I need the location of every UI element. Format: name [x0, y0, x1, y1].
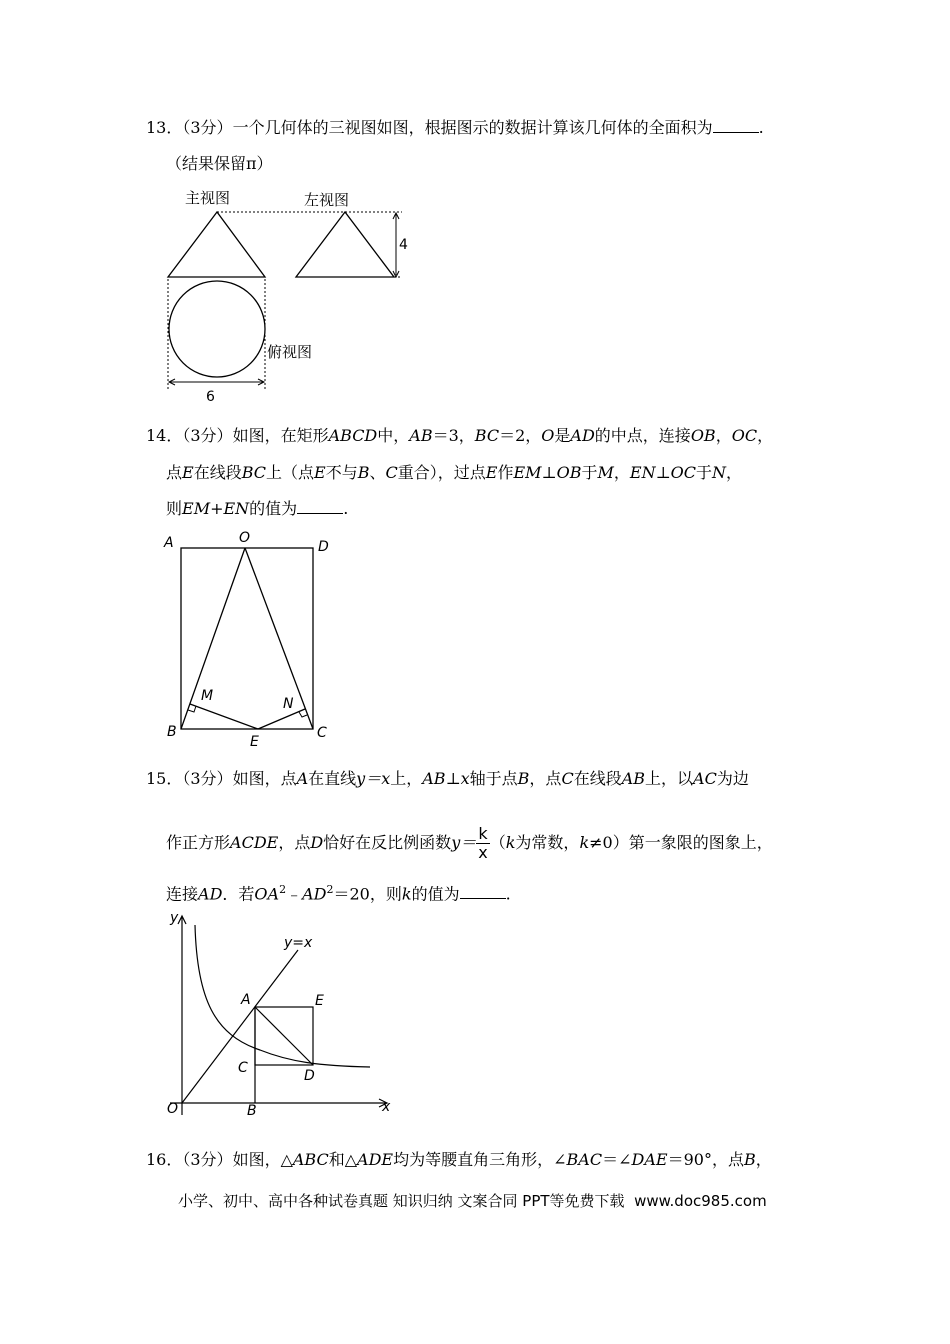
q14-text: ，: [613, 463, 630, 482]
q15-var: AD: [198, 884, 223, 904]
footer-url[interactable]: www.doc985.com: [634, 1192, 767, 1210]
q16-var: BAC: [566, 1150, 603, 1169]
q14-text: ，: [715, 426, 732, 445]
q14-text: 中，: [377, 426, 410, 445]
q15-text: 为边: [716, 769, 749, 788]
q14-var: OC: [670, 463, 696, 482]
q14-text: 、: [369, 463, 386, 482]
q15-label-a: A: [241, 992, 251, 1008]
q14-var: O: [541, 426, 555, 445]
q15-text: ，点: [278, 833, 311, 852]
q14-var: BC: [474, 426, 500, 445]
q14-text: 是: [554, 426, 571, 445]
q13-height-label: 4: [399, 237, 408, 253]
q14-var: AB: [409, 426, 433, 445]
q15-var: y＝: [451, 833, 477, 852]
q14-var: OB: [556, 463, 582, 482]
q14-var: E: [314, 463, 326, 482]
q15-superscript: 2: [326, 883, 334, 896]
q15-text: ⊥: [445, 769, 461, 788]
q14-text: 如图，在矩形: [232, 426, 329, 445]
q14-label-a: A: [164, 535, 174, 551]
q15-text: 在线段: [573, 769, 622, 788]
q15-text: 为常数，: [515, 833, 580, 852]
q15-text: 上，以: [645, 769, 694, 788]
q15-var: k: [505, 833, 516, 852]
q16-var: ABC: [292, 1150, 329, 1169]
q15-segment-ad: [255, 1007, 313, 1065]
q15-var: AB: [621, 769, 646, 788]
q15-var: C: [561, 769, 574, 788]
q15-text: ≠0）第一象限的图象上，: [589, 833, 773, 852]
q14-label-d: D: [318, 539, 329, 555]
q13-end: .: [758, 118, 764, 137]
q16-text: ＝90°，点: [667, 1150, 744, 1169]
q15-var: x: [460, 769, 470, 788]
q15-label-y: y: [170, 910, 179, 926]
q15-text: 的值为: [411, 884, 460, 904]
q14-text: ＝2，: [499, 426, 542, 445]
q14-text: ⊥: [541, 463, 557, 482]
q13-top-view-label: 俯视图: [267, 343, 313, 361]
q14-text: 的中点，连接: [594, 426, 691, 445]
q14-var: E: [182, 463, 194, 482]
q14-text: 在线段: [193, 463, 242, 482]
q16-var: B: [743, 1150, 756, 1169]
q15-text: 如图，点: [232, 769, 297, 788]
q14-text: ⊥: [655, 463, 671, 482]
q14-text: 则: [166, 499, 183, 518]
q15-label-b: B: [247, 1103, 257, 1119]
q15-superscript: 2: [279, 883, 287, 896]
q15-label-d: D: [304, 1068, 315, 1084]
q14-var: E: [485, 463, 498, 482]
q15-label-e: E: [315, 993, 324, 1009]
q14-text: 作: [497, 463, 514, 482]
q13-front-view-label: 主视图: [185, 189, 231, 207]
q15-text: 上，: [390, 769, 423, 788]
q15-text: 作正方形: [166, 833, 231, 852]
q15-label-o: O: [167, 1101, 179, 1117]
q13-width-label: 6: [206, 389, 215, 405]
q16-text: 均为等腰直角三角形，∠: [393, 1150, 567, 1169]
q15-number: 15．: [146, 769, 183, 788]
q14-var: AD: [570, 426, 595, 445]
q14-var: BC: [241, 463, 267, 482]
q14-score: （3分）: [182, 426, 233, 445]
q15-text: ＝20，则: [333, 884, 402, 904]
q16-text: ＝∠: [602, 1150, 632, 1169]
q15-var: AD: [302, 884, 327, 904]
q16-line1: [146, 1149, 772, 1171]
q15-var: B: [517, 769, 530, 788]
q15-var: k: [401, 884, 412, 904]
q14-label-b: B: [167, 724, 177, 740]
q13-text: 一个几何体的三视图如图，根据图示的数据计算该几何体的全面积为: [232, 118, 713, 137]
q15-fraction-numerator: k: [476, 825, 489, 844]
q14-var: B: [357, 463, 370, 482]
q15-var: AB: [422, 769, 446, 788]
q14-var: N: [712, 463, 726, 482]
q15-var: D: [310, 833, 324, 852]
q15-var: A: [296, 769, 309, 788]
q15-label-line: y=x: [284, 935, 313, 951]
q14-var: EM+EN: [182, 499, 250, 518]
footer-text: 小学、初中、高中各种试卷真题 知识归纳 文案合同 PPT等免费下载: [178, 1192, 625, 1210]
q15-text: 连接: [166, 884, 199, 904]
q14-var: M: [597, 463, 614, 482]
q16-text: 如图，△: [232, 1150, 293, 1169]
q15-var: k: [579, 833, 590, 852]
q16-var: DAE: [631, 1150, 668, 1169]
q15-end: .: [505, 884, 511, 904]
q14-text: 的值为: [249, 499, 298, 518]
q15-var: y＝x: [356, 769, 391, 788]
q14-label-n: N: [283, 696, 294, 712]
q14-text: 点: [166, 463, 183, 482]
q16-score: （3分）: [182, 1150, 233, 1169]
page-footer: [178, 1190, 767, 1211]
q14-text: ，: [726, 463, 743, 482]
q14-label-c: C: [317, 725, 327, 741]
q15-score: （3分）: [182, 769, 233, 788]
q15-text: 恰好在反比例函数: [323, 833, 452, 852]
q15-var: ACDE: [230, 833, 279, 852]
q14-text: ＝3，: [432, 426, 475, 445]
q15-label-x: x: [382, 1099, 391, 1115]
q14-number: 14．: [146, 426, 183, 445]
q13-number: 13．: [146, 118, 183, 137]
q16-var: ADE: [357, 1150, 394, 1169]
q16-number: 16．: [146, 1150, 183, 1169]
q15-text: 在直线: [308, 769, 357, 788]
q15-text: 轴于点: [469, 769, 518, 788]
q15-var: OA: [254, 884, 280, 904]
q15-text: ，点: [529, 769, 562, 788]
q16-text: ，: [755, 1150, 772, 1169]
q14-var: OC: [731, 426, 758, 445]
q14-label-o: O: [239, 530, 251, 546]
q14-text: 于: [581, 463, 598, 482]
q15-fraction-denominator: x: [478, 843, 488, 862]
q15-label-c: C: [238, 1060, 248, 1076]
q16-text: 和△: [328, 1150, 358, 1169]
q14-var: EM: [513, 463, 542, 482]
q13-left-view-label: 左视图: [304, 191, 350, 209]
q15-text: ﹣: [286, 884, 303, 904]
q14-text: 于: [695, 463, 712, 482]
q14-text: ，: [757, 426, 774, 445]
q15-var: AC: [693, 769, 717, 788]
q14-label-e: E: [250, 734, 259, 750]
q14-end: .: [343, 499, 349, 518]
q14-var: OB: [690, 426, 716, 445]
q14-var: ABCD: [328, 426, 378, 445]
q14-var: EN: [629, 463, 656, 482]
q15-text: ．若: [222, 884, 255, 904]
q13-score: （3分）: [182, 118, 233, 137]
q14-text: 重合），过点: [397, 463, 486, 482]
q13-note: （结果保留π）: [166, 154, 273, 173]
q15-hyperbola: [195, 925, 370, 1067]
q15-text: （: [489, 833, 506, 852]
q14-text: 上（点: [266, 463, 315, 482]
q14-var: C: [385, 463, 398, 482]
q14-text: 不与: [325, 463, 358, 482]
q14-label-m: M: [201, 688, 214, 704]
